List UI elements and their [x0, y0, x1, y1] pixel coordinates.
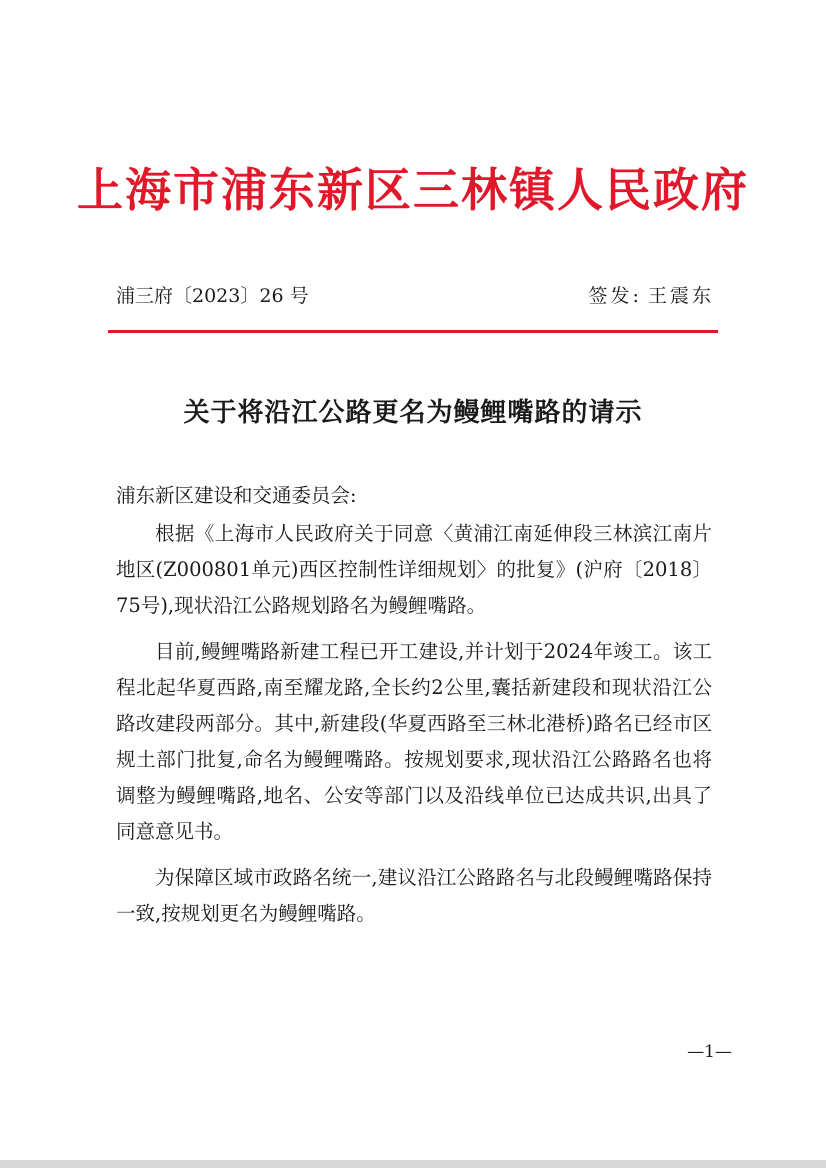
signer-block [589, 282, 714, 310]
body-paragraph: 为保障区域市政路名统一,建议沿江公路路名与北段鳗鲤嘴路保持一致,按规划更名为鳗鲤嘴路。 [116, 866, 712, 925]
document-number: 浦三府〔2023〕26 号 [116, 285, 309, 307]
body-paragraph: 目前,鳗鲤嘴路新建工程已开工建设,并计划于2024年竣工。该工程北起华夏西路,南至耀龙路,全长约2公里,囊括新建段和现状沿江公路改建段两部分。其中,新建段(华夏西路至三林北港桥)路名已经市区规土部门批复,命名为鳗鲤嘴路。按规划要求,现状沿江公路路名也将调整为鳗鲤嘴路,地名、公安等部门以及沿线单位已达成共识,出具了同意意见书。 [116, 640, 712, 843]
document-title: 关于将沿江公路更名为鳗鲤嘴路的请示 [183, 398, 643, 428]
page-number: —1— [687, 1042, 732, 1062]
body-paragraph: 根据《上海市人民政府关于同意〈黄浦江南延伸段三林滨江南片地区(Z000801单元)西区控制性详细规划〉的批复》(沪府〔2018〕75号),现状沿江公路规划路名为鳗鲤嘴路。 [116, 522, 712, 617]
signer-name: 王震东 [647, 285, 714, 307]
scan-edge-strip [0, 1160, 826, 1168]
salutation: 浦东新区建设和交通委员会: [116, 484, 357, 507]
red-divider-line [108, 330, 718, 333]
issuer-heading: 上海市浦东新区三林镇人民政府 [77, 163, 749, 217]
document-body [116, 478, 712, 942]
signer-label: 签发: [588, 285, 642, 307]
